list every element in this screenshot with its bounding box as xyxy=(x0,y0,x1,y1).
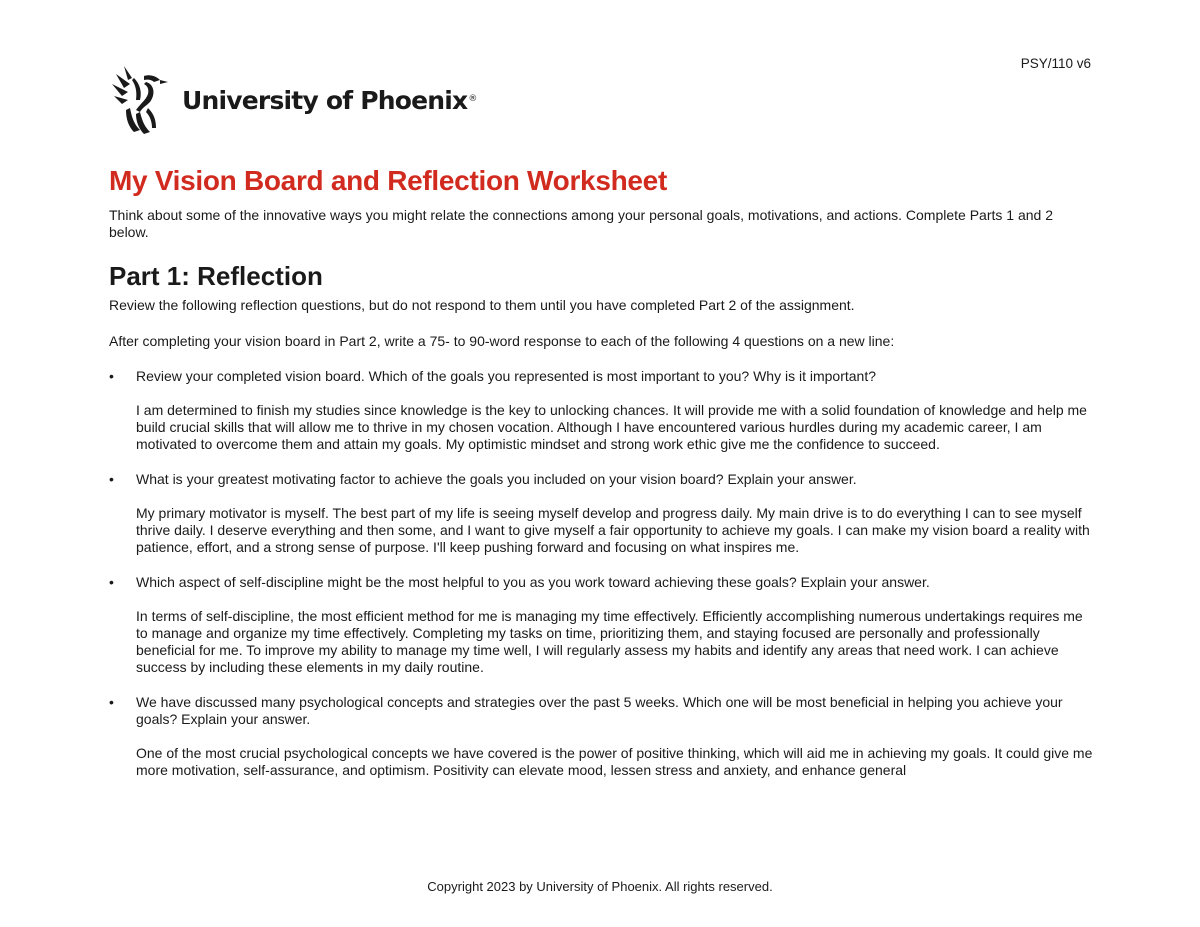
copyright-footer: Copyright 2023 by University of Phoenix. All rights reserved. xyxy=(427,879,773,894)
bullet-icon: • xyxy=(109,471,114,487)
document-body xyxy=(109,165,1094,797)
bullet-icon: • xyxy=(109,368,114,384)
reflection-question-list xyxy=(109,368,1094,779)
reflection-answer: My primary motivator is myself. The best part of my life is seeing myself develop and progress daily. My main drive is to do everything I can to see myself thrive daily. I deserve everything and then some, and I want to give myself a fair opportunity to achieve my goals. I can make my vision board a reality with patience, effort, and a strong sense of purpose. I'll keep pushing forward and focusing on what inspires me. xyxy=(136,505,1090,555)
reflection-answer: One of the most crucial psychological concepts we have covered is the power of positive thinking, which will aid me in achieving my goals. It could give me more motivation, self-assurance, and optimism. Positivity can elevate mood, lessen stress and anxiety, and enhance general xyxy=(136,745,1093,778)
bullet-icon: • xyxy=(109,574,114,590)
part1-heading: Part 1: Reflection xyxy=(109,261,323,291)
part1-instructions: Review the following reflection questions, but do not respond to them until you have completed Part 2 of the assignment. xyxy=(109,297,855,313)
reflection-answer: I am determined to finish my studies since knowledge is the key to unlocking chances. It will provide me with a solid foundation of knowledge and help me build crucial skills that will allow me to thrive in my chosen vocation. Although I have encountered various hurdles during my academic career, I am motivated to overcome them and attain my goals. My optimistic mindset and strong work ethic give me the confidence to succeed. xyxy=(136,402,1087,452)
list-item xyxy=(109,574,1094,676)
reflection-question: Which aspect of self-discipline might be the most helpful to you as you work toward achieving these goals? Explain your answer. xyxy=(136,574,930,590)
bullet-icon: • xyxy=(109,694,114,710)
reflection-question: What is your greatest motivating factor to achieve the goals you included on your vision board? Explain your answer. xyxy=(136,471,857,487)
document-title: My Vision Board and Reflection Worksheet xyxy=(109,165,667,196)
reflection-question: We have discussed many psychological concepts and strategies over the past 5 weeks. Which one will be most beneficial in helping you achieve your goals? Explain your answer. xyxy=(136,694,1063,727)
reflection-question: Review your completed vision board. Which of the goals you represented is most important to you? Why is it important? xyxy=(136,368,877,384)
list-item xyxy=(109,471,1094,556)
list-item xyxy=(109,694,1094,779)
intro-paragraph: Think about some of the innovative ways you might relate the connections among your personal goals, motivations, and actions. Complete Parts 1 and 2 below. xyxy=(109,207,1053,240)
course-code: PSY/110 v6 xyxy=(1020,56,1091,71)
list-item xyxy=(109,368,1094,453)
logo-wordmark: University of Phoenix® xyxy=(182,85,477,115)
university-logo xyxy=(110,64,477,136)
phoenix-icon xyxy=(110,64,176,136)
part1-response-instructions: After completing your vision board in Part 2, write a 75- to 90-word response to each of the following 4 questions on a new line: xyxy=(109,333,895,349)
reflection-answer: In terms of self-discipline, the most efficient method for me is managing my time effectively. Efficiently accomplishing numerous undertakings requires me to manage and organize my time effectively. Completing my tasks on time, prioritizing them, and staying focused are personally and professionally beneficial for me. To improve my ability to manage my time well, I will regularly assess my habits and identify any areas that need work. I can achieve success by including these elements in my daily routine. xyxy=(136,608,1083,675)
